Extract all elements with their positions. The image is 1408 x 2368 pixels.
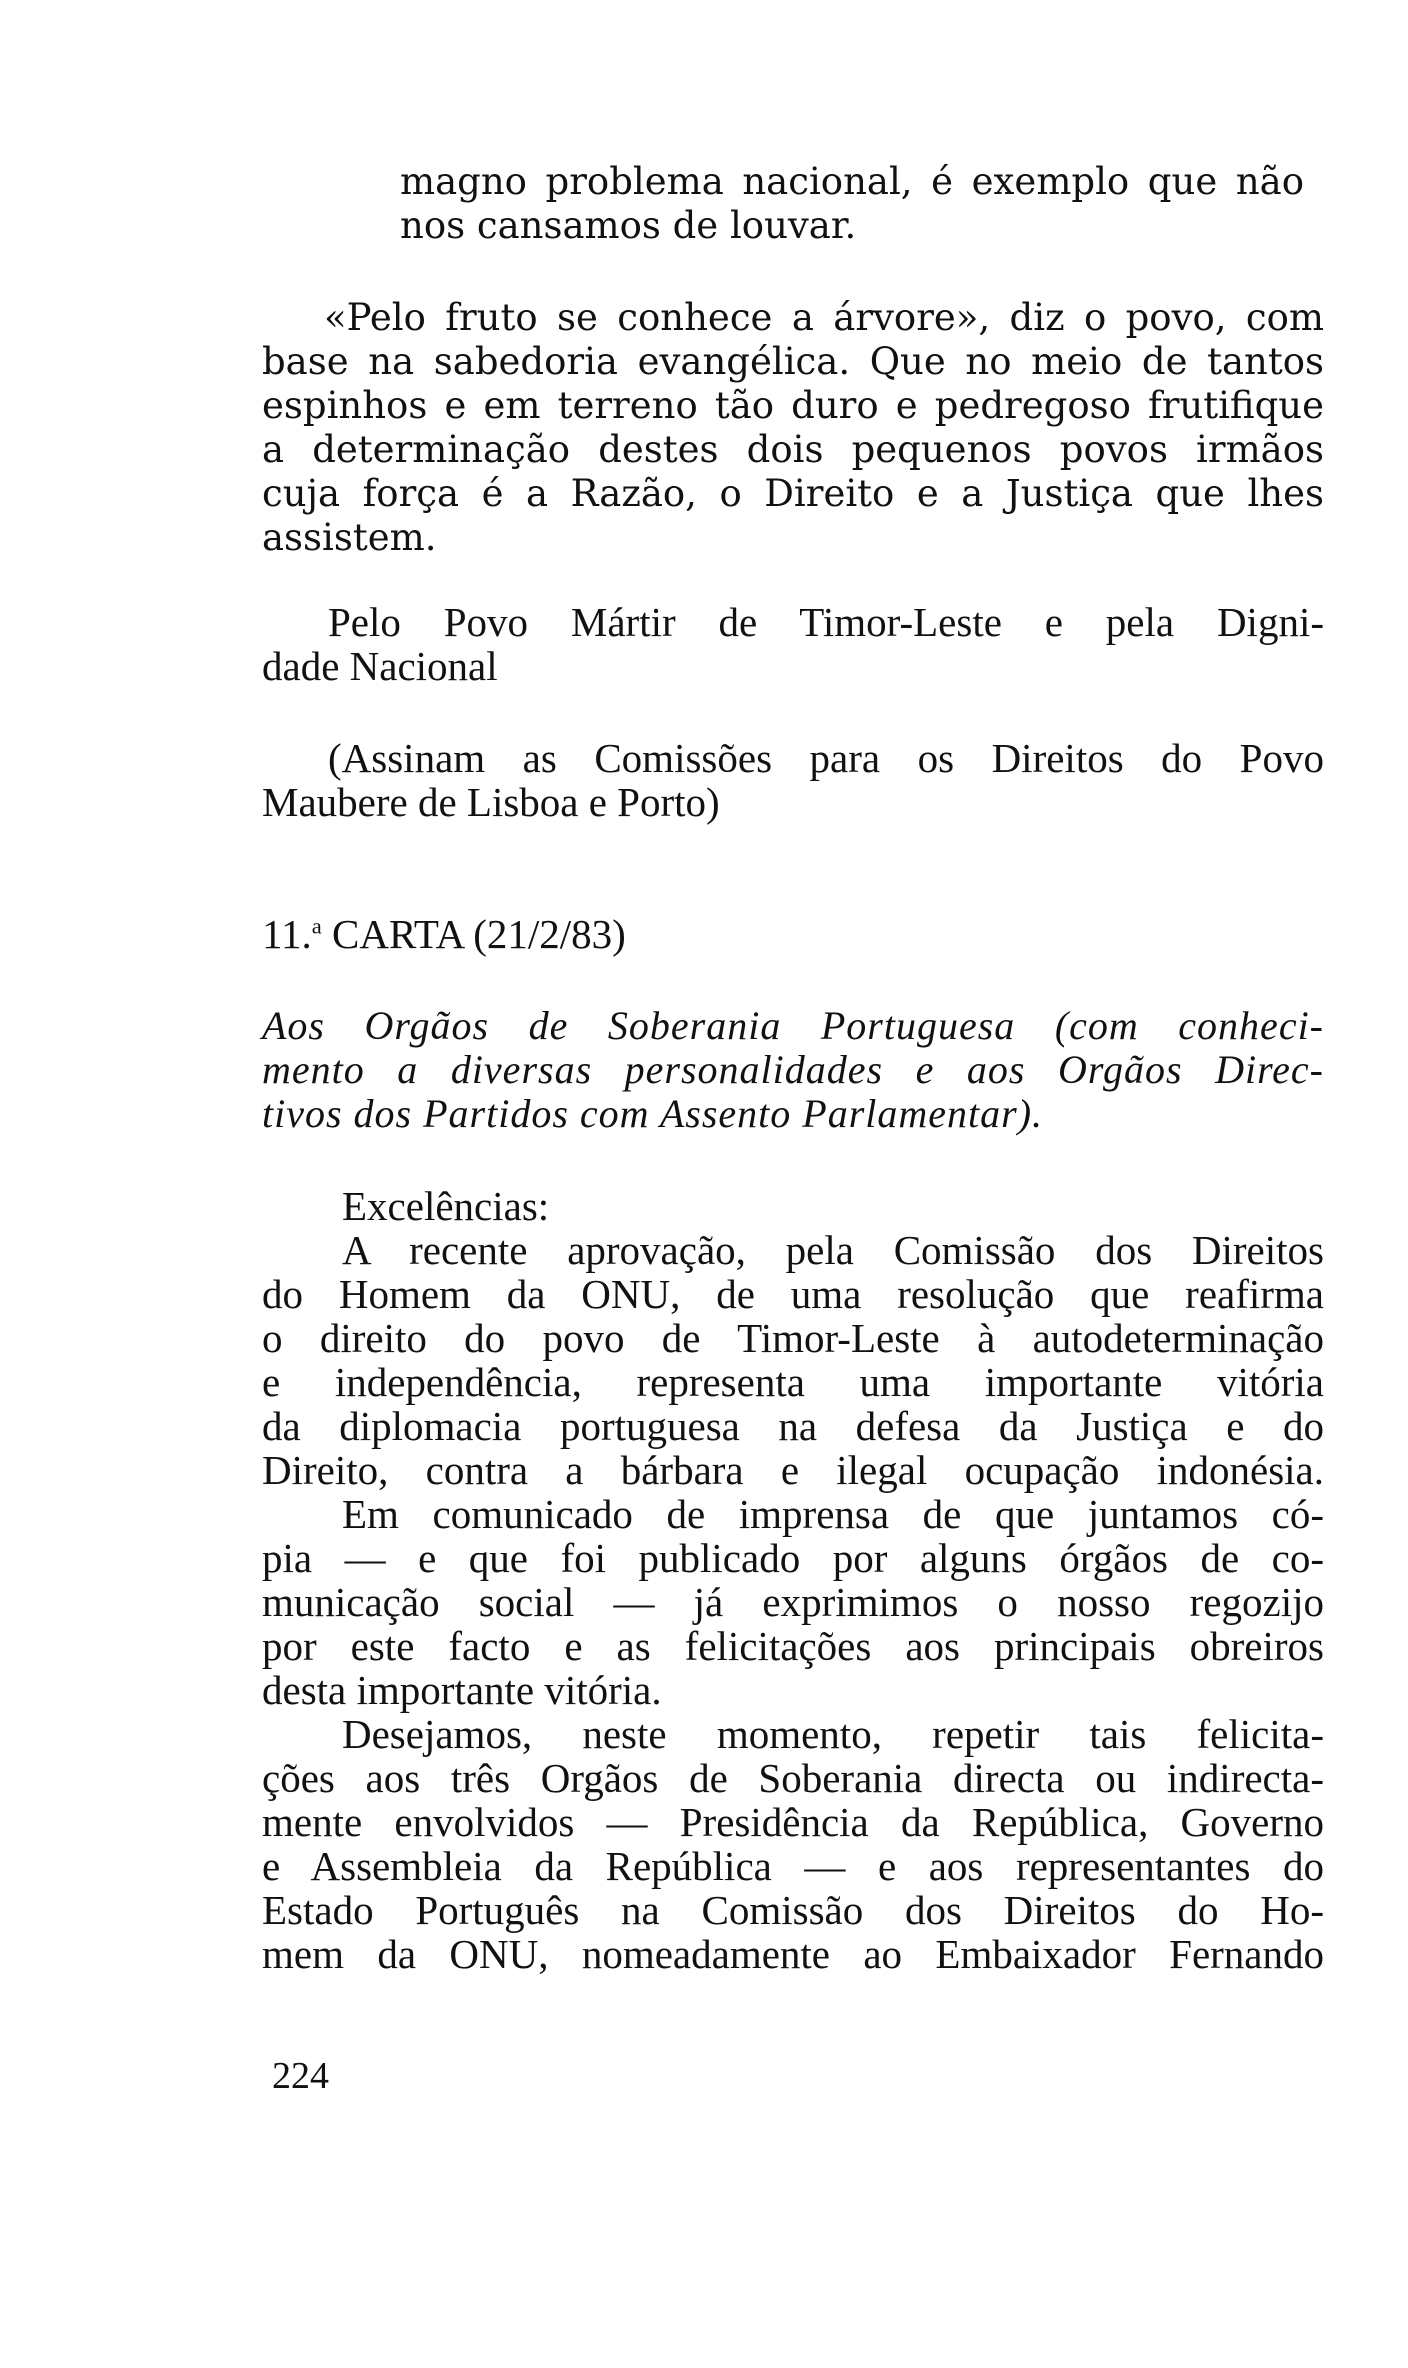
text-line: e independência, representa uma importante vitória <box>262 1359 1324 1405</box>
text-line: o direito do povo de Timor-Leste à autodeterminação <box>262 1315 1324 1361</box>
text-line: pia — e que foi publicado por alguns órgãos de co- <box>262 1535 1324 1581</box>
text-line: nos cansamos de louvar. <box>400 204 857 247</box>
salutation: Excelências: <box>342 1183 550 1229</box>
heading-line <box>262 912 1324 956</box>
text-line: base na sabedoria evangélica. Que no meio de tantos <box>262 340 1324 383</box>
text-line: Estado Português na Comissão dos Direitos do Ho- <box>262 1887 1324 1933</box>
text-line: Desejamos, neste momento, repetir tais felicita- <box>342 1711 1324 1757</box>
text-line: Em comunicado de imprensa de que juntamos có- <box>342 1491 1324 1537</box>
text-line: mem da ONU, nomeadamente ao Embaixador Fernando <box>262 1931 1324 1977</box>
text-line: por este facto e as felicitações aos principais obreiros <box>262 1623 1324 1669</box>
page-number: 224 <box>272 2055 329 2097</box>
letter-title: CARTA (21/2/83) <box>332 911 626 957</box>
text-line: do Homem da ONU, de uma resolução que reafirma <box>262 1271 1324 1317</box>
text-line: Aos Orgãos de Soberania Portuguesa (com conheci- <box>262 1003 1324 1048</box>
text-line: e Assembleia da República — e aos representantes do <box>262 1843 1324 1889</box>
text-line: a determinação destes dois pequenos povos irmãos <box>262 428 1324 471</box>
ordinal-mark: a <box>311 913 322 939</box>
text-line: (Assinam as Comissões para os Direitos do Povo <box>328 735 1324 781</box>
text-line: Pelo Povo Mártir de Timor-Leste e pela Digni- <box>328 599 1324 645</box>
text-line: A recente aprovação, pela Comissão dos Direitos <box>342 1227 1324 1273</box>
text-line: tivos dos Partidos com Assento Parlamentar). <box>262 1091 1044 1136</box>
text-line: Maubere de Lisboa e Porto) <box>262 779 720 825</box>
letter-number: 11. <box>262 911 312 957</box>
text-line: municação social — já exprimimos o nosso regozijo <box>262 1579 1324 1625</box>
text-line: assistem. <box>262 516 437 559</box>
text-line: da diplomacia portuguesa na defesa da Justiça e do <box>262 1403 1324 1449</box>
text-line: Direito, contra a bárbara e ilegal ocupação indonésia. <box>262 1447 1324 1493</box>
text-line: magno problema nacional, é exemplo que não <box>400 160 1304 203</box>
text-line: dade Nacional <box>262 643 498 689</box>
text-line: espinhos e em terreno tão duro e pedregoso frutifique <box>262 384 1324 427</box>
text-line: mente envolvidos — Presidência da República, Governo <box>262 1799 1324 1845</box>
text-line: ções aos três Orgãos de Soberania directa ou indirecta- <box>262 1755 1324 1801</box>
text-line: mento a diversas personalidades e aos Orgãos Direc- <box>262 1047 1324 1092</box>
text-line: desta importante vitória. <box>262 1667 662 1713</box>
text-line: cuja força é a Razão, o Direito e a Justiça que lhes <box>262 472 1324 515</box>
text-line: «Pelo fruto se conhece a árvore», diz o povo, com <box>324 296 1324 339</box>
